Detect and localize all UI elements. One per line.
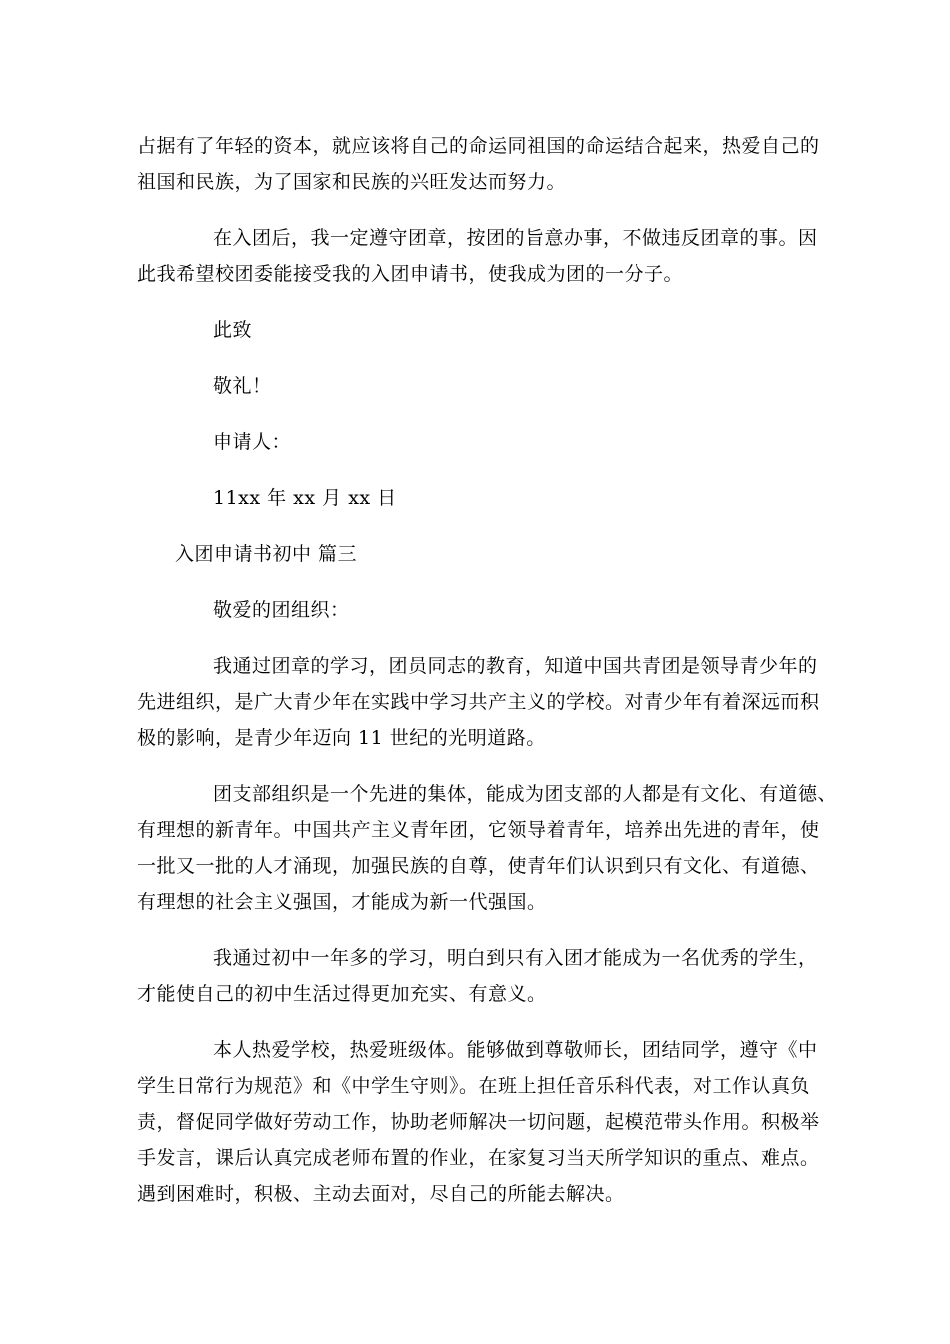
paragraph-junior-high-study: [137, 940, 817, 1012]
paragraph-line: 此我希望校团委能接受我的入团申请书，使我成为团的一分子。: [137, 263, 684, 285]
paragraph-line: 学生日常行为规范》和《中学生守则》。在班上担任音乐科代表，对工作认真负: [137, 1075, 811, 1097]
paragraph-love-motherland: [137, 128, 820, 200]
paragraph-line: 责，督促同学做好劳动工作，协助老师解决一切问题，起模范带头作用。积极举: [137, 1111, 820, 1133]
paragraph-line: 祖国和民族，为了国家和民族的兴旺发达而努力。: [137, 171, 567, 193]
paragraph-line: 有理想的新青年。中国共产主义青年团，它领导着青年，培养出先进的青年，使: [137, 819, 820, 841]
paragraph-line: 本人热爱学校，热爱班级体。能够做到尊敬师长，团结同学，遵守《中: [213, 1039, 818, 1061]
paragraph-line: 手发言，课后认真完成老师布置的作业，在家复习当天所学知识的重点、难点。: [137, 1147, 820, 1169]
paragraph-line: 遇到困难时，积极、主动去面对，尽自己的所能去解决。: [137, 1183, 625, 1205]
paragraph-line: 有理想的社会主义强国，才能成为新一代强国。: [137, 891, 547, 913]
closing-text: 此致: [213, 319, 253, 341]
paragraph-line: 我通过团章的学习，团员同志的教育，知道中国共青团是领导青少年的: [213, 655, 818, 677]
paragraph-line: 我通过初中一年多的学习，明白到只有入团才能成为一名优秀的学生，: [213, 947, 818, 969]
paragraph-after-joining: [137, 220, 817, 292]
paragraph-line: 在入团后，我一定遵守团章，按团的旨意办事，不做违反团章的事。因: [213, 227, 818, 249]
paragraph-line: 一批又一批的人才涌现，加强民族的自尊，使青年们认识到只有文化、有道德、: [137, 855, 820, 877]
paragraph-line: 占据有了年轻的资本，就应该将自己的命运同祖国的命运结合起来，热爱自己的: [137, 135, 820, 157]
paragraph-line: 极的影响，是青少年迈向 11 世纪的光明道路。: [137, 727, 546, 749]
applicant-label: 申请人：: [213, 431, 292, 453]
salute-text: 敬礼！: [213, 375, 272, 397]
date-text: 11xx 年 xx 月 xx 日: [213, 487, 397, 509]
greeting-text: 敬爱的团组织：: [213, 599, 350, 621]
paragraph-study-charter: [137, 648, 820, 756]
paragraph-self-introduction: [137, 1032, 820, 1212]
section-heading: 入团申请书初中 篇三: [175, 543, 358, 565]
paragraph-line: 才能使自己的初中生活过得更加充实、有意义。: [137, 983, 547, 1005]
paragraph-league-branch: [137, 776, 838, 920]
paragraph-line: 团支部组织是一个先进的集体，能成为团支部的人都是有文化、有道德、: [213, 783, 838, 805]
document-page: [137, 128, 838, 1212]
paragraph-line: 先进组织，是广大青少年在实践中学习共产主义的学校。对青少年有着深远而积: [137, 691, 820, 713]
